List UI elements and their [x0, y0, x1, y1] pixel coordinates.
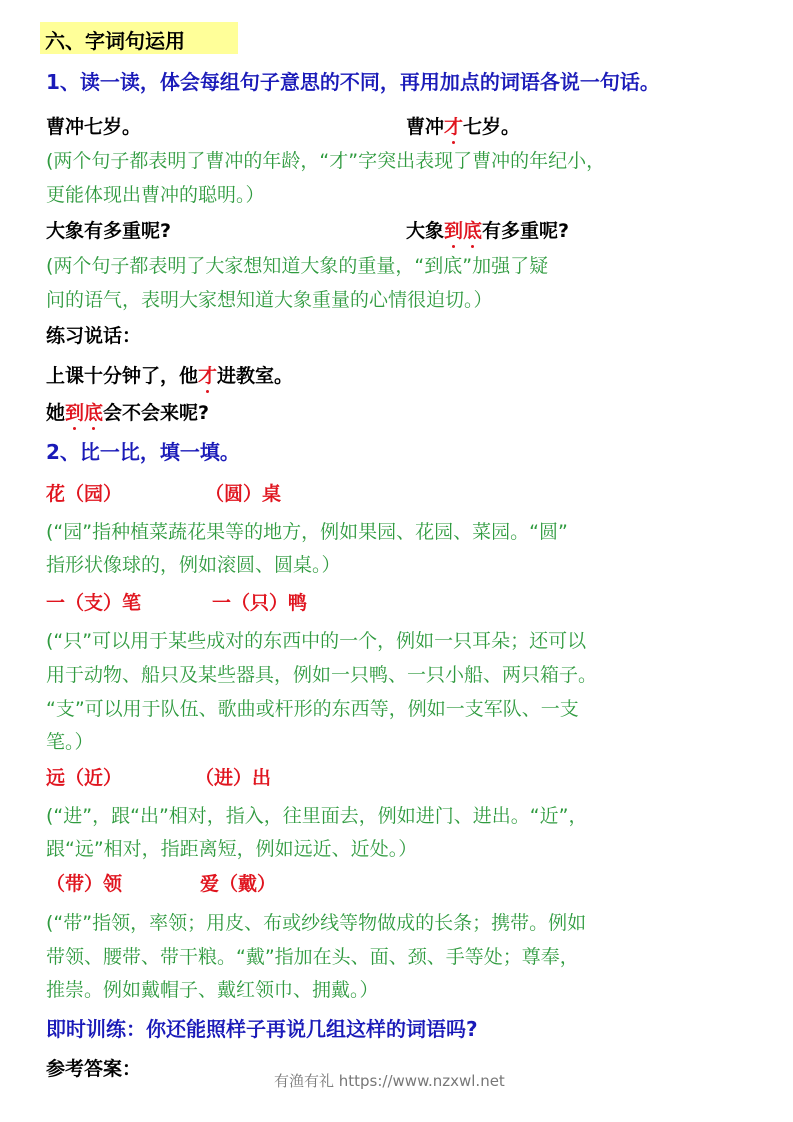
group4-note-line3: 推崇。例如戴帽子、戴红领巾、拥戴。）	[46, 979, 379, 1001]
note1-line1: (两个句子都表明了曹冲的年龄，“才”字突出表现了曹冲的年纪小，	[46, 150, 606, 172]
word-pair-right: 爱（戴）	[200, 873, 277, 895]
word-pair-right: （进）出	[195, 767, 272, 789]
watermark: 有渔有礼 https://www.nzxwl.net	[274, 1072, 505, 1090]
note1-line2: 更能体现出曹冲的聪明。）	[46, 184, 265, 206]
word-pair-right: 一（只）鸭	[212, 592, 308, 614]
text: 进教室。	[217, 365, 294, 387]
group3-note-line1: (“进”，跟“出”相对，指入，往里面去，例如进门、进出。“近”，	[46, 805, 588, 827]
sentence-pair2-left: 大象有多重呢?	[46, 220, 172, 242]
sentence-pair1-left: 曹冲七岁。	[46, 116, 142, 138]
question-1-title: 1、读一读，体会每组句子意思的不同，再用加点的词语各说一句话。	[46, 70, 660, 94]
group1-note-line2: 指形状像球的，例如滚圆、圆桌。）	[46, 554, 341, 576]
text: 曹冲	[406, 116, 445, 138]
emphasized-word: 才	[444, 112, 463, 139]
answer-label: 参考答案：	[46, 1058, 142, 1080]
emphasized-word: 底	[463, 216, 482, 243]
emphasized-word: 底	[84, 398, 103, 425]
text: 她	[46, 402, 66, 424]
group1-note-line1: (“园”指种植菜蔬花果等的地方，例如果园、花园、菜园。“圆”	[46, 521, 568, 543]
group2-note-line2: 用于动物、船只及某些器具，例如一只鸭、一只小船、两只箱子。	[46, 664, 598, 686]
group3-note-line2: 跟“远”相对，指距离短，例如远近、近处。）	[46, 838, 418, 860]
emphasized-word: 到	[444, 216, 463, 243]
group2-note-line3: “支”可以用于队伍、歌曲或杆形的东西等，例如一支军队、一支	[46, 698, 579, 720]
section-title-text: 六、字词句运用	[45, 29, 185, 53]
word-pair-left: （带）领	[46, 873, 123, 895]
text: 七岁。	[463, 116, 521, 138]
text: 大象	[406, 220, 445, 242]
emphasized-word: 到	[65, 398, 84, 425]
word-pair-left: 花（园）	[46, 483, 123, 505]
text: 有多重呢?	[482, 220, 570, 242]
emphasized-word: 才	[198, 361, 217, 388]
group4-note-line2: 带领、腰带、带干粮。“戴”指加在头、面、颈、手等处；尊奉，	[46, 946, 579, 968]
text: 会不会来呢?	[103, 402, 210, 424]
training-prompt: 即时训练：你还能照样子再说几组这样的词语吗?	[46, 1017, 478, 1041]
question-2-title: 2、比一比，填一填。	[46, 440, 240, 464]
practice-sentence-1	[46, 361, 293, 388]
group4-note-line1: (“带”指领，率领；用皮、布或纱线等物做成的长条；携带。例如	[46, 912, 587, 934]
text: 上课十分钟了，他	[46, 365, 199, 387]
note2-line2: 问的语气，表明大家想知道大象重量的心情很迫切。）	[46, 289, 493, 311]
sentence-pair2-right	[406, 216, 569, 243]
group2-note-line1: (“只”可以用于某些成对的东西中的一个，例如一只耳朵；还可以	[46, 630, 587, 652]
practice-label: 练习说话：	[46, 325, 142, 347]
practice-sentence-2	[46, 398, 209, 425]
note2-line1: (两个句子都表明了大家想知道大象的重量，“到底”加强了疑	[46, 255, 549, 277]
word-pair-right: （圆）桌	[205, 483, 282, 505]
word-pair-left: 远（近）	[46, 767, 123, 789]
word-pair-left: 一（支）笔	[46, 592, 142, 614]
sentence-pair1-right	[406, 112, 520, 139]
group2-note-line4: 笔。）	[46, 731, 94, 753]
section-title	[40, 22, 238, 54]
